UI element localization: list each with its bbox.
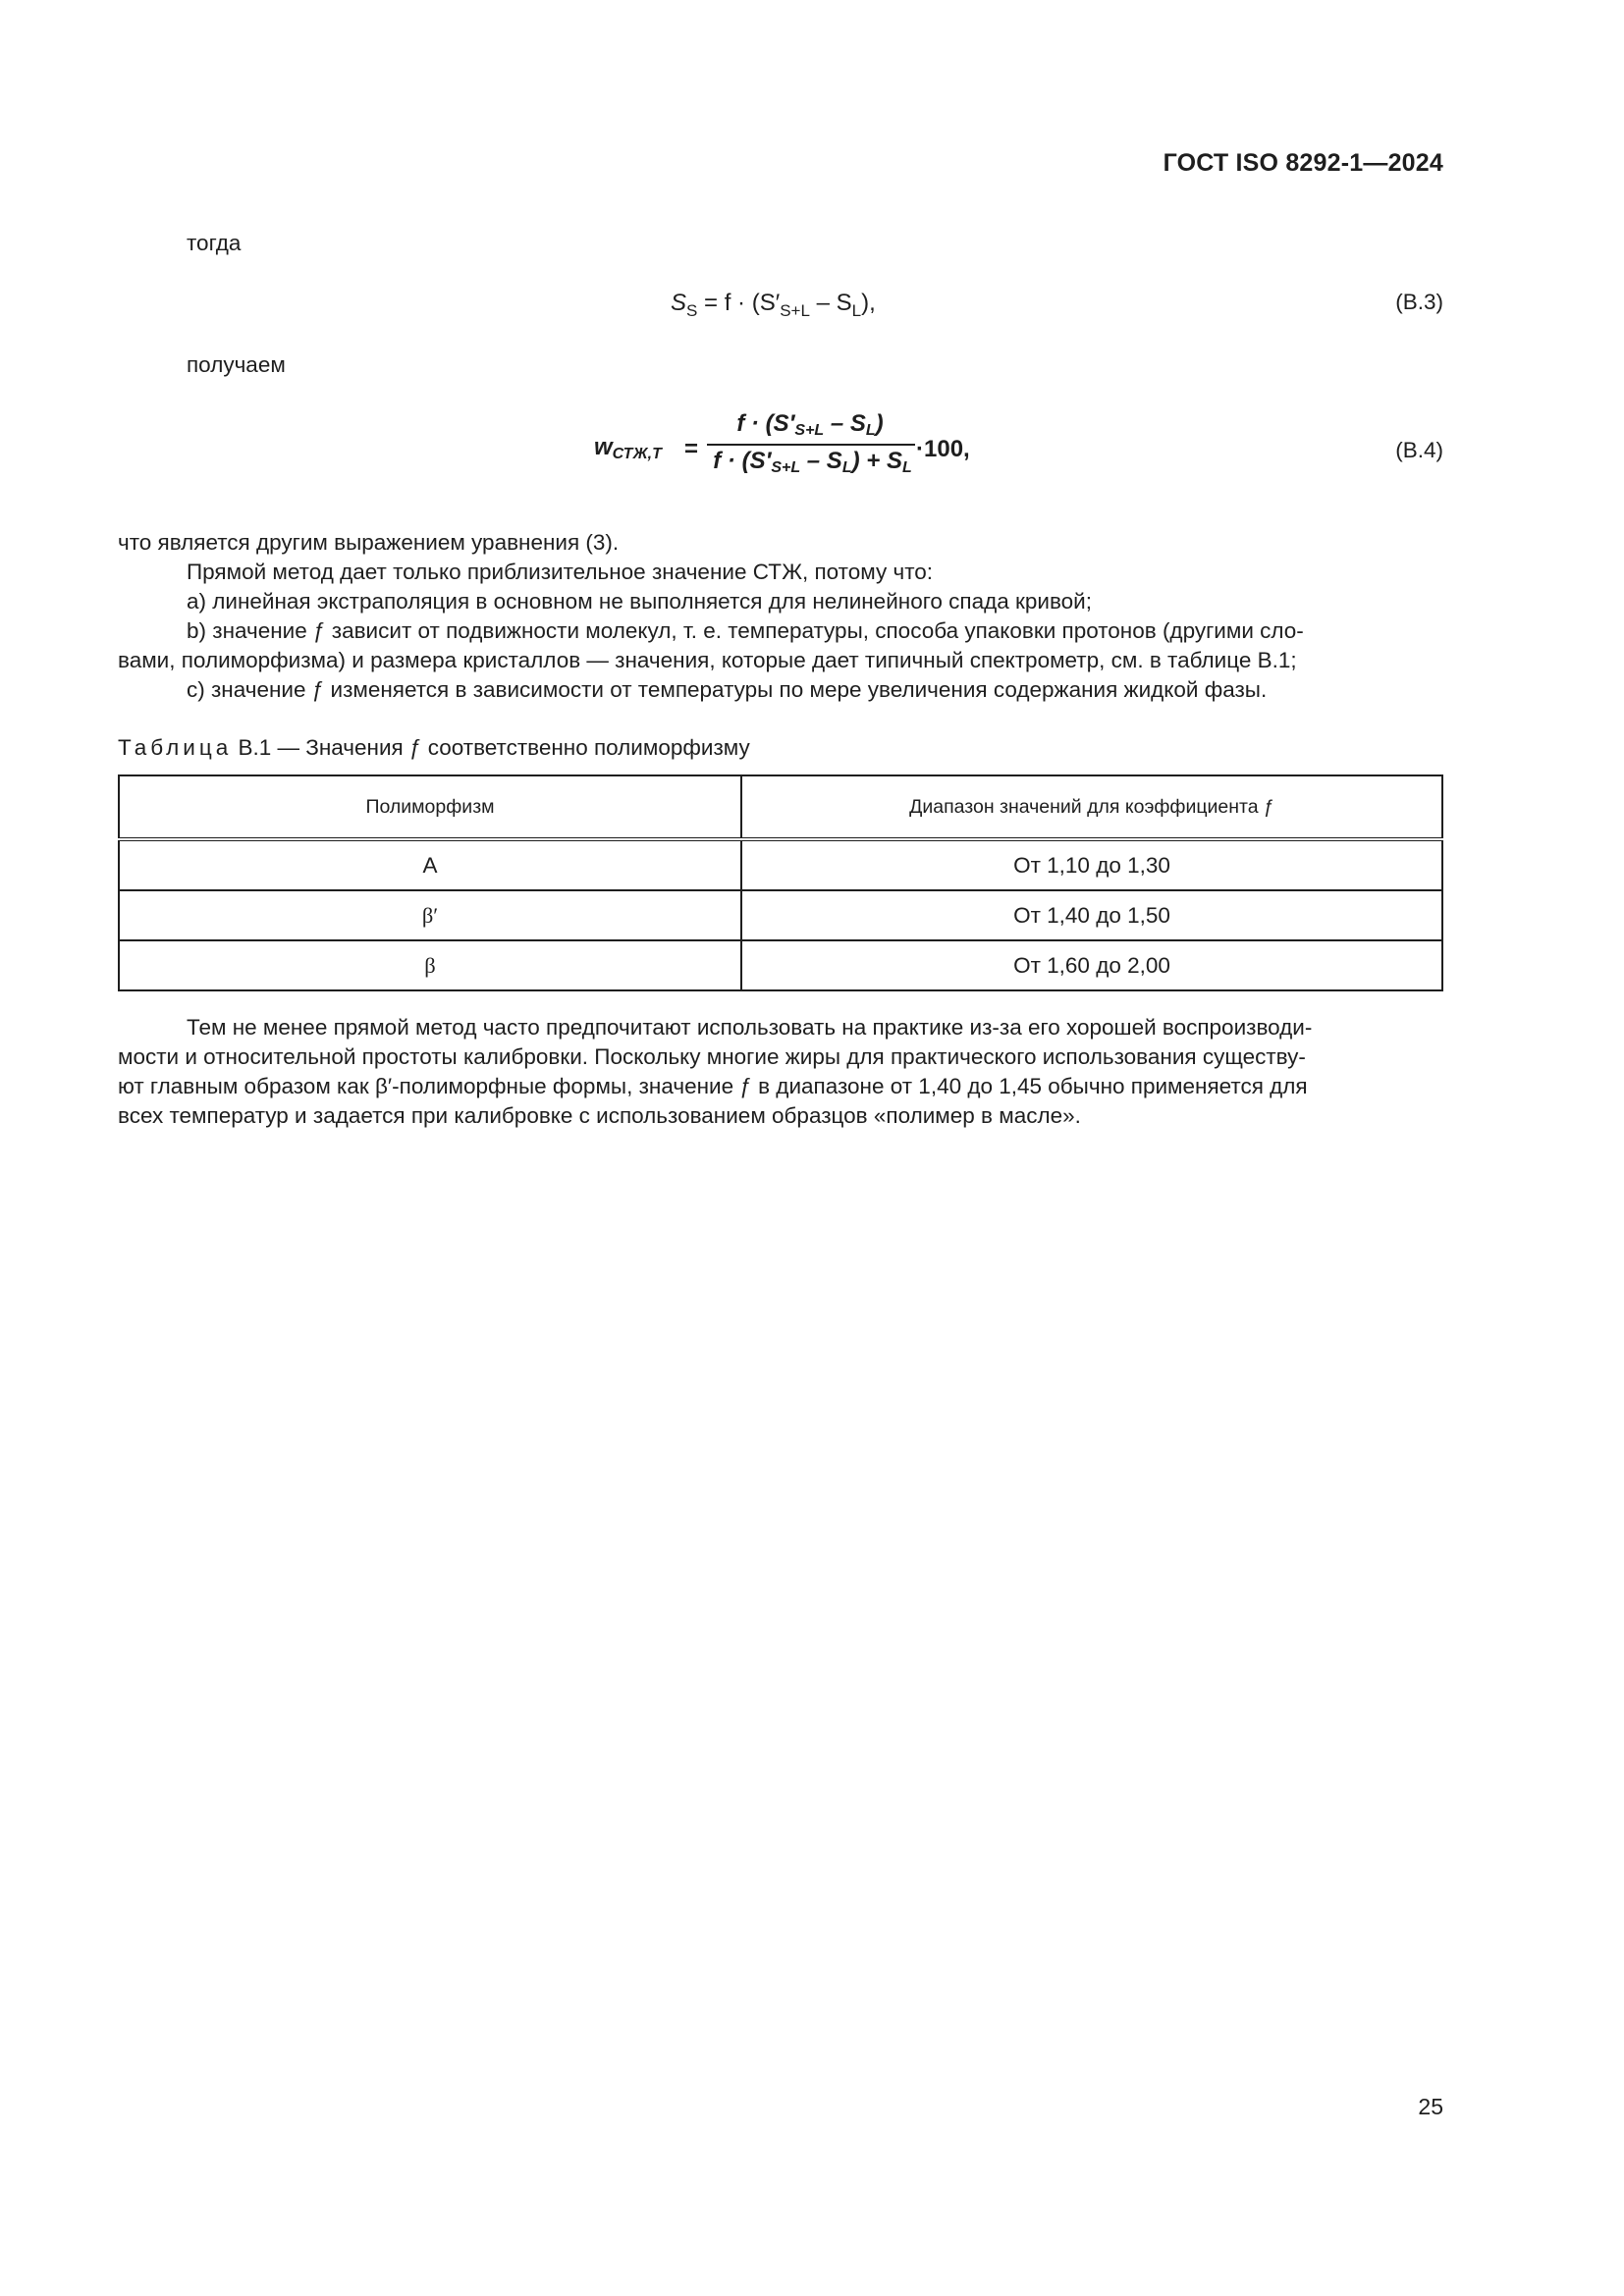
table-row <box>119 839 1442 890</box>
eq-b4-lhs-sub: СТЖ,T <box>612 446 662 462</box>
eq-b4-tail: ·100, <box>916 436 970 462</box>
eq-b3-rhs-1: = f · (S′ <box>697 290 781 316</box>
eq-b4-numerator <box>707 410 913 438</box>
paragraph-intro: что является другим выражением уравнения (3). <box>118 530 620 555</box>
eq-b3-lhs-sub: S <box>686 301 698 320</box>
equation-b3-label: (B.3) <box>1395 290 1443 314</box>
eq-b3-rhs-sub1: S+L <box>780 301 810 320</box>
table-cell-range: От 1,60 до 2,00 <box>741 940 1442 990</box>
paragraph-final-line4: всех температур и задается при калибровке с использованием образцов «полимер в масле». <box>118 1103 1081 1128</box>
table-row <box>119 940 1442 990</box>
table-cell-polymorph: β′ <box>119 890 741 940</box>
eq-b4-num-2: – S <box>824 410 866 437</box>
equation-b3 <box>671 290 876 320</box>
eq-b4-lhs-var: w <box>594 434 613 460</box>
list-item-a: a) линейная экстраполяция в основном не выполняется для нелинейного спада кривой; <box>187 589 1092 614</box>
page-number: 25 <box>1418 2094 1443 2119</box>
table-cell-polymorph: A <box>119 839 741 890</box>
eq-b3-rhs-sub2: L <box>851 301 862 320</box>
eq-b4-den-sub2: L <box>841 459 852 476</box>
polymorphism-table <box>118 774 1443 991</box>
table-caption-word: Таблица <box>118 735 233 760</box>
table-header-row <box>119 775 1442 839</box>
eq-b4-num-3: ) <box>875 410 884 437</box>
text-then: тогда <box>187 231 242 255</box>
eq-b4-denominator <box>707 448 918 475</box>
table-header-range: Диапазон значений для коэффициента ƒ <box>741 775 1442 839</box>
eq-b3-rhs-3: ), <box>861 290 876 316</box>
eq-b4-num-sub1: S+L <box>794 422 825 439</box>
eq-b4-den-sub3: L <box>901 459 912 476</box>
list-item-b-line2: вами, полиморфизма) и размера кристаллов — значения, которые дает типичный спектрометр, см. в таблице В.1; <box>118 648 1297 672</box>
eq-b3-rhs-2: – S <box>809 290 852 316</box>
paragraph-final-line3: ют главным образом как β′-полиморфные формы, значение ƒ в диапазоне от 1,40 до 1,45 обычно применяется для <box>118 1074 1308 1098</box>
eq-b4-num-sub2: L <box>865 422 876 439</box>
table-caption-rest: В.1 — Значения ƒ соответственно полиморфизму <box>232 735 750 760</box>
paragraph-final-line2: мости и относительной простоты калибровки. Поскольку многие жиры для практического использования существу- <box>118 1044 1306 1069</box>
paragraph-final-line1: Тем не менее прямой метод часто предпочитают использовать на практике из-за его хорошей воспроизводи- <box>187 1015 1313 1040</box>
table-header-polymorphism: Полиморфизм <box>119 775 741 839</box>
equation-b4 <box>594 410 970 489</box>
table-cell-range: От 1,10 до 1,30 <box>741 839 1442 890</box>
eq-b4-equals: = <box>684 436 699 462</box>
eq-b4-fraction-bar <box>707 444 915 446</box>
paragraph-direct-method: Прямой метод дает только приблизительное значение СТЖ, потому что: <box>187 560 934 584</box>
eq-b4-lhs <box>594 434 662 461</box>
eq-b4-num-1: f · (S′ <box>736 410 795 437</box>
eq-b4-den-2: – S <box>800 448 842 474</box>
eq-b4-den-sub1: S+L <box>771 459 801 476</box>
standard-header: ГОСТ ISO 8292-1—2024 <box>1163 149 1443 177</box>
list-item-c: c) значение ƒ изменяется в зависимости от температуры по мере увеличения содержания жидкой фазы. <box>187 677 1268 702</box>
table-caption <box>118 733 750 763</box>
eq-b4-den-1: f · (S′ <box>713 448 772 474</box>
list-item-b-line1: b) значение ƒ зависит от подвижности молекул, т. е. температуры, способа упаковки протонов (другими сло- <box>187 618 1304 643</box>
table-cell-range: От 1,40 до 1,50 <box>741 890 1442 940</box>
equation-b4-label: (B.4) <box>1395 438 1443 462</box>
eq-b3-lhs: S <box>671 290 687 316</box>
table-row <box>119 890 1442 940</box>
eq-b4-den-3: ) + S <box>851 448 902 474</box>
text-we-get: получаем <box>187 352 286 377</box>
table-cell-polymorph: β <box>119 940 741 990</box>
